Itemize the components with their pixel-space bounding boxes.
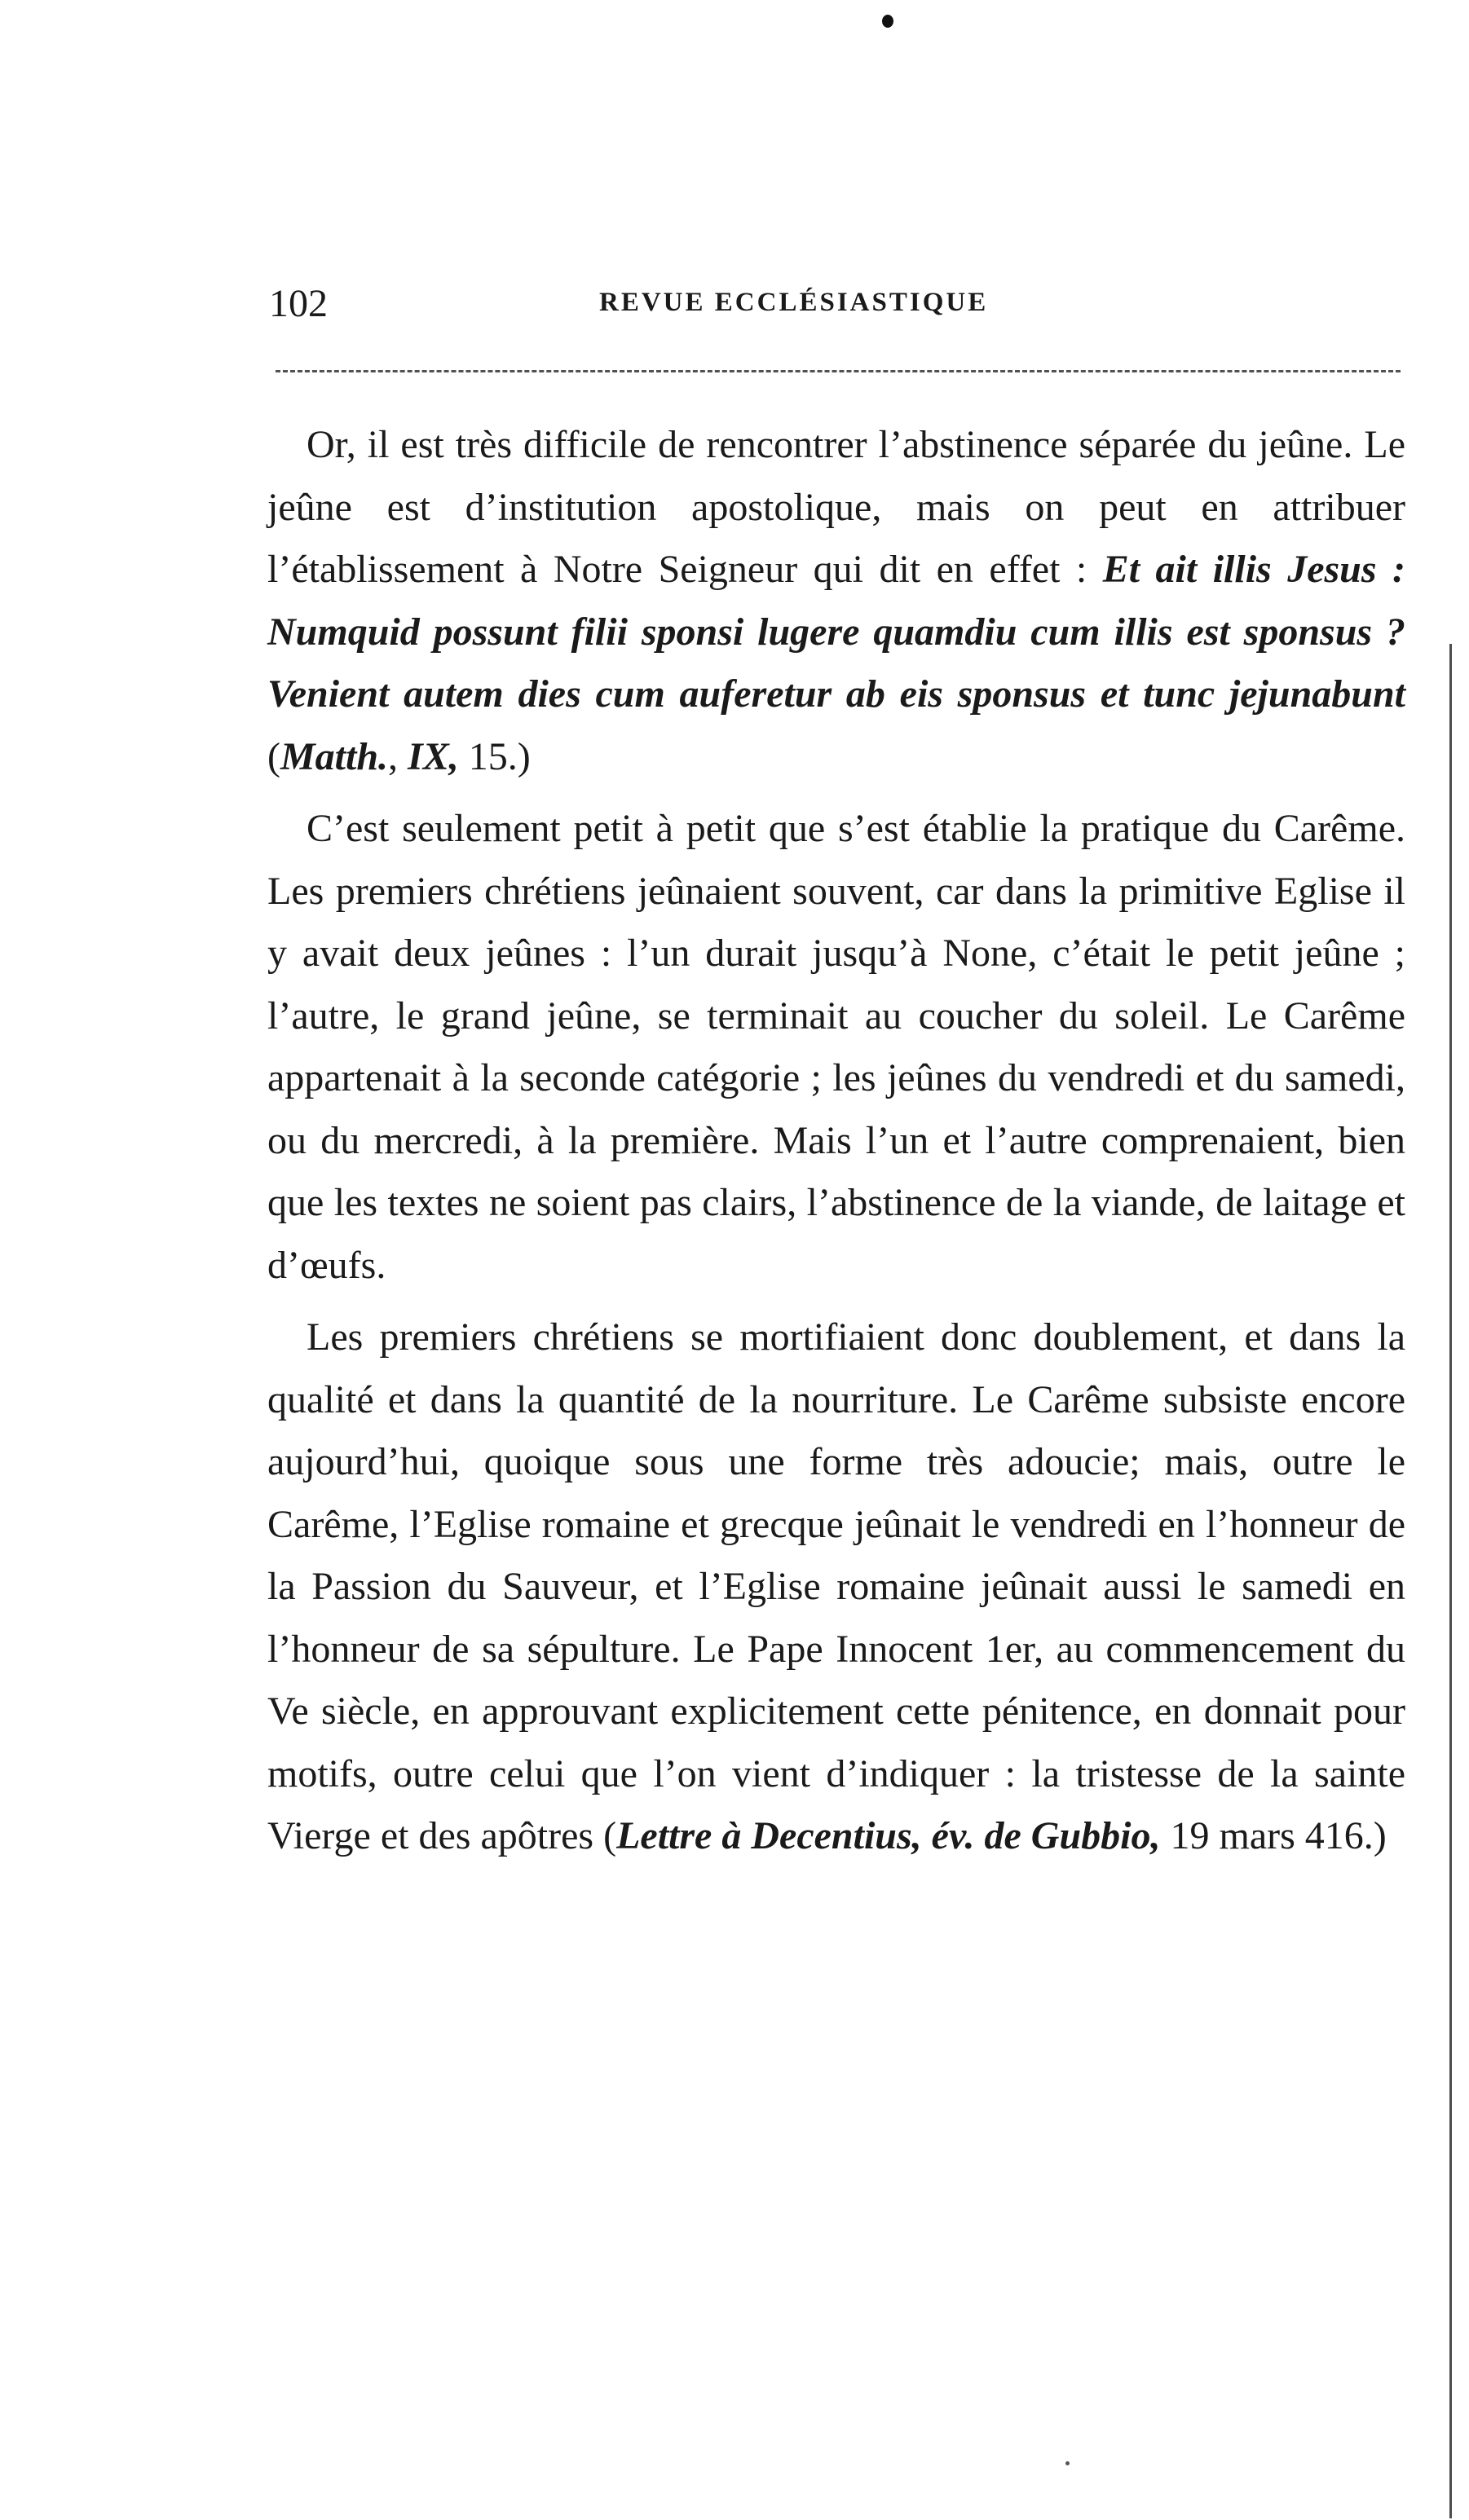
- text-run: C’est seulement petit à petit que s’est établie la pratique du Carême. Les premiers chrétiens jeûnaient souvent, car dans la primitive Eglise il y avait deux jeûnes : l’un durait jusqu’à None, c’était le petit jeûne ; l’autre, le grand jeûne, se terminait au coucher du soleil. Le Carême appartenait à la seconde catégorie ; les jeûnes du vendredi et du samedi, ou du mercredi, à la première. Mais l’un et l’autre comprenaient, bien que les textes ne soient pas clairs, l’abstinence de la viande, de laitage et d’œufs.: [267, 807, 1405, 1287]
- running-title: REVUE ECCLÉSIASTIQUE: [599, 288, 989, 317]
- text-run: Les premiers chrétiens se mortifiaient donc doublement, et dans la qualité et dans la quantité de la nourriture. Le Carême subsiste encore aujourd’hui, quoique sous une forme très adoucie; mais, outre le Carême, l’Eglise romaine et grecque jeûnait le vendredi en l’honneur de la Passion du Sauveur, et l’Eglise romaine jeûnait aussi le samedi en l’honneur de sa sépulture. Le Pape Innocent 1er, au commencement du Ve siècle, en approuvant explicitement cette pénitence, en donnait pour motifs, outre celui que l’on vient d’indiquer : la tristesse de la sainte Vierge et des apôtres (: [267, 1315, 1405, 1857]
- paragraph-3: [267, 1306, 1405, 1868]
- page-number: 102: [269, 282, 328, 325]
- text-run: Or, il est très difficile de rencontrer l’abstinence séparée du jeûne. Le jeûne est d’institution apostolique, mais on peut en attribuer l’établissement à Notre Seigneur qui dit en effet :: [267, 423, 1405, 591]
- body-text: [267, 414, 1405, 1868]
- ink-dot: [882, 15, 893, 28]
- margin-line: [1449, 644, 1452, 2518]
- text-run: 15.): [458, 734, 531, 778]
- text-run: 19 mars 416.): [1160, 1814, 1387, 1857]
- italic-text: Matth.: [280, 734, 389, 778]
- italic-text: Lettre à Decentius, év. de Gubbio,: [616, 1814, 1161, 1857]
- text-run: ,: [388, 734, 408, 778]
- italic-text: IX,: [408, 734, 459, 778]
- page-header: [269, 281, 1402, 330]
- paragraph-2: [267, 798, 1405, 1297]
- ink-speck: [1065, 2461, 1070, 2465]
- paragraph-1: [267, 414, 1405, 788]
- text-run: (: [267, 734, 280, 778]
- header-rule: [276, 370, 1401, 372]
- italic-text: Et ait illis Jesus : Numquid possunt filii sponsi lugere quamdiu cum illis est sponsus ? Venient autem dies cum auferetur ab eis sponsus et tunc jejunabunt: [267, 548, 1406, 716]
